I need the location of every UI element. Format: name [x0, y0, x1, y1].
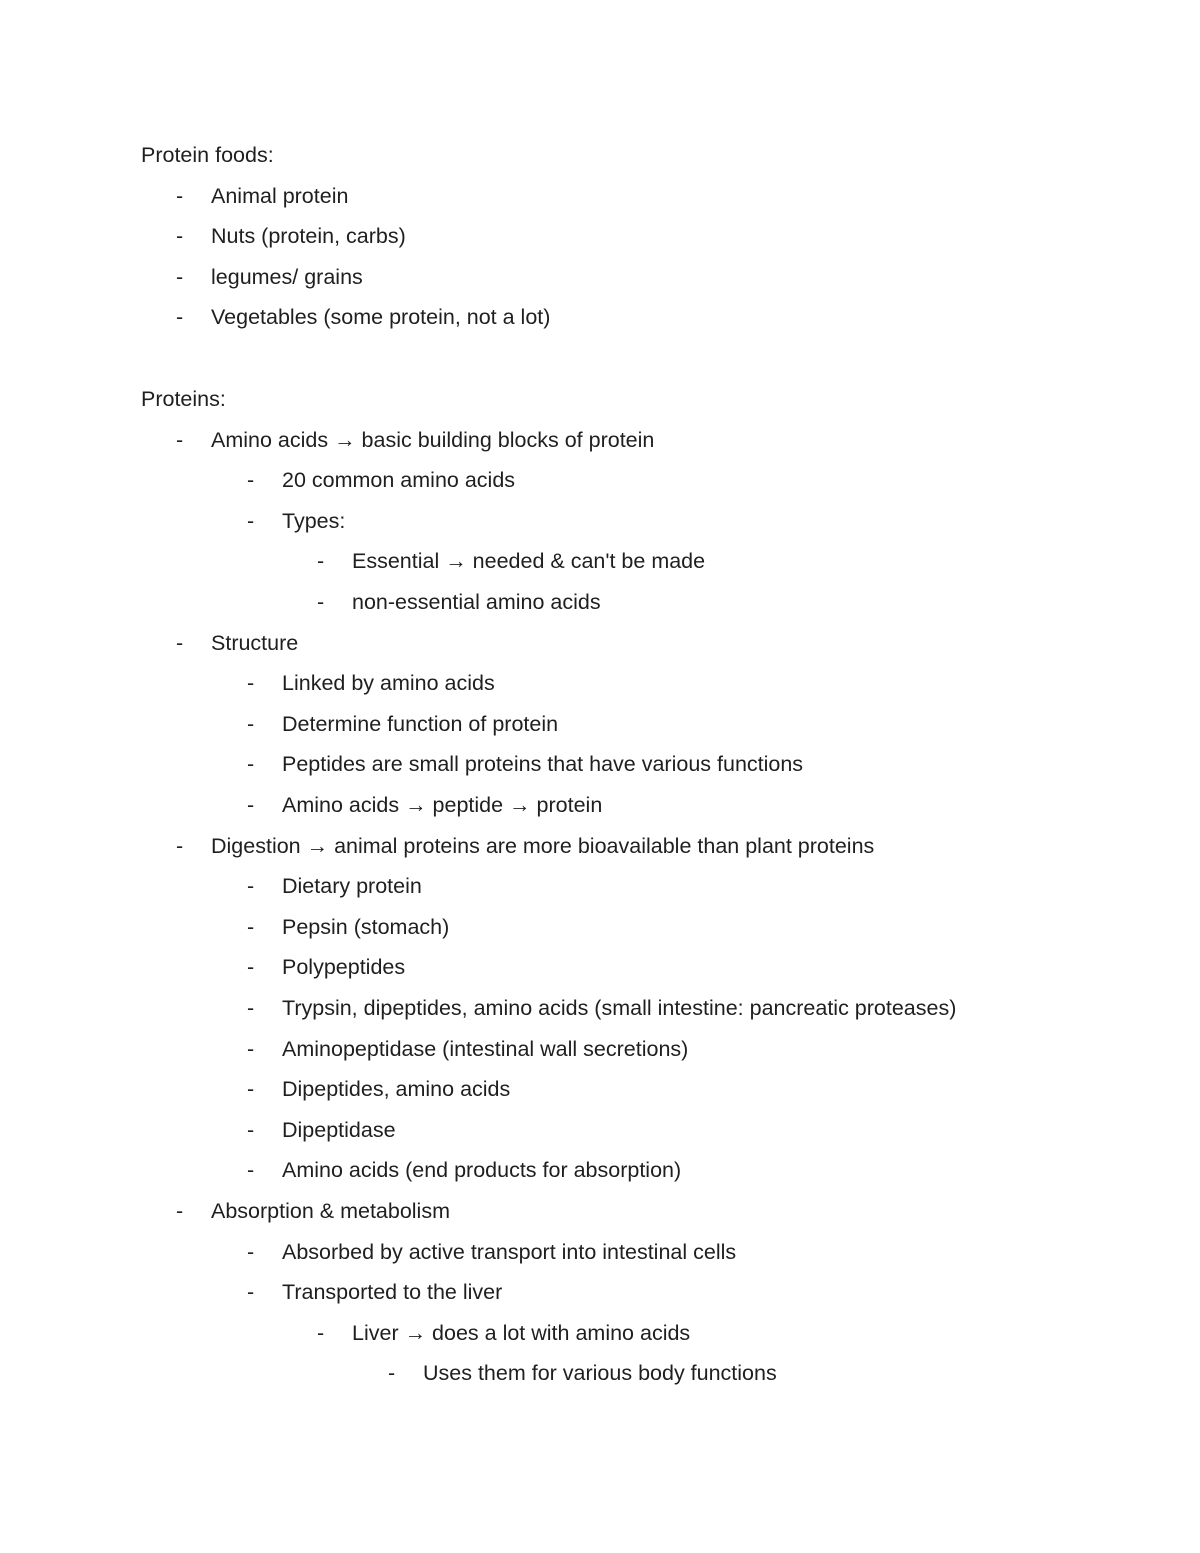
bullet-dash: - [317, 1320, 325, 1345]
bullet-dash: - [247, 996, 255, 1020]
bullet-dash: - [247, 671, 255, 696]
list-item: Pepsin (stomach) [282, 914, 450, 939]
section-heading: Proteins: [141, 387, 226, 411]
bullet-dash: - [176, 833, 184, 858]
list-item: Liver → does a lot with amino acids [352, 1320, 691, 1345]
list-item: Amino acids (end products for absorption) [282, 1158, 682, 1183]
list-item: Amino acids → basic building blocks of protein [211, 427, 655, 452]
bullet-dash: - [247, 1036, 255, 1061]
bullet-dash: - [176, 1199, 184, 1223]
bullet-dash: - [247, 1158, 255, 1183]
bullet-dash: - [176, 427, 184, 452]
list-item: Dietary protein [282, 874, 422, 899]
bullet-dash: - [176, 183, 184, 208]
bullet-dash: - [247, 914, 255, 939]
list-item: Polypeptides [282, 955, 406, 980]
list-item: Amino acids → peptide → protein [282, 793, 603, 817]
bullet-dash: - [176, 305, 184, 330]
list-item: Absorption & metabolism [211, 1199, 450, 1223]
bullet-dash: - [176, 264, 184, 289]
list-item: Nuts (protein, carbs) [211, 224, 406, 249]
bullet-dash: - [247, 1117, 255, 1142]
list-item: legumes/ grains [211, 264, 363, 289]
bullet-dash: - [317, 549, 325, 574]
bullet-dash: - [388, 1361, 396, 1386]
list-item: Digestion → animal proteins are more bioavailable than plant proteins [211, 833, 875, 858]
bullet-dash: - [247, 1239, 255, 1264]
list-item: Linked by amino acids [282, 671, 495, 696]
bullet-dash: - [247, 508, 255, 533]
bullet-dash: - [176, 630, 184, 655]
list-item: Types: [282, 508, 346, 533]
list-item: Essential → needed & can't be made [352, 549, 706, 574]
list-item: Animal protein [211, 183, 349, 208]
list-item: Trypsin, dipeptides, amino acids (small intestine: pancreatic proteases) [282, 996, 957, 1020]
list-item: Transported to the liver [282, 1280, 503, 1305]
list-item: Vegetables (some protein, not a lot) [211, 305, 551, 330]
list-item: Absorbed by active transport into intestinal cells [282, 1239, 737, 1264]
list-item: Structure [211, 630, 299, 655]
list-item: Dipeptides, amino acids [282, 1077, 511, 1102]
bullet-dash: - [176, 224, 184, 249]
list-item: Aminopeptidase (intestinal wall secretions) [282, 1036, 689, 1061]
bullet-dash: - [247, 955, 255, 980]
bullet-dash: - [247, 793, 255, 817]
list-item: Peptides are small proteins that have various functions [282, 752, 804, 777]
list-item: non-essential amino acids [352, 590, 601, 614]
bullet-dash: - [247, 711, 255, 736]
list-item: Uses them for various body functions [423, 1361, 777, 1386]
bullet-dash: - [247, 1280, 255, 1305]
bullet-dash: - [247, 752, 255, 777]
bullet-dash: - [247, 1077, 255, 1102]
list-item: Dipeptidase [282, 1117, 396, 1142]
bullet-dash: - [317, 590, 325, 614]
list-item: 20 common amino acids [282, 468, 516, 493]
list-item: Determine function of protein [282, 711, 559, 736]
section-heading: Protein foods: [141, 143, 274, 167]
bullet-dash: - [247, 874, 255, 899]
bullet-dash: - [247, 468, 255, 493]
